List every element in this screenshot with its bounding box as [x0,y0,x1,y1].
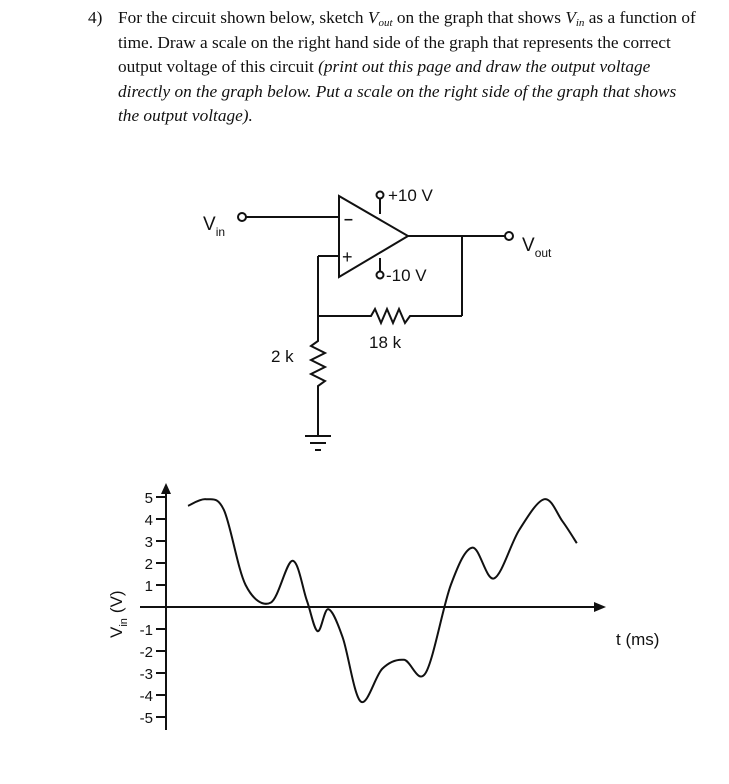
vout-symbol: $V_{out}$ [367,8,393,29]
vin-series-line [188,499,577,702]
y-ticks [140,490,166,727]
x-axis-label: t (ms) [616,630,660,649]
x-axis-arrow [594,602,606,612]
pos-supply-label: +10 V [388,186,433,205]
inverting-sign: – [344,211,353,228]
y-tick-label: 1 [144,578,153,595]
y-tick-label: 2 [144,556,153,573]
y-axis-label: $V_{in}(V)$ [107,590,130,638]
neg-supply-terminal [377,272,384,279]
question-instruction: (print out this page and draw the output voltage directly on the graph below. Put a scale on the right side of the graph that shows the output voltage). [118,57,677,125]
question-number: 4) [88,8,103,27]
y-tick-label: -2 [139,644,153,661]
y-tick-label: -1 [139,622,153,639]
ground-resistor-label: 2 k [271,347,294,366]
y-tick-label: 5 [144,490,153,507]
noninverting-sign: + [342,247,353,267]
y-tick-label: -5 [139,710,153,727]
neg-supply-label: -10 V [386,266,427,285]
vout-label: $V_{out}$ [522,235,552,260]
feedback-resistor [366,309,416,323]
circuit-diagram [238,192,513,451]
y-tick-label: -4 [139,688,153,705]
y-tick-label: -3 [139,666,153,683]
vin-terminal [238,213,246,221]
vin-symbol: $V_{in}$ [565,8,585,29]
question-text: For the circuit shown below, sketch $V_{out}$ on the graph that shows $V_{in}$ as a function of time. Draw a scale on the right hand side of the graph that represents the correct output voltage of this circuit (print out this page and draw the output voltage directly on the graph below. Put a scale on the right side of the graph that shows the output voltage). [118,8,696,125]
vin-label: $V_{in}$ [203,214,226,239]
vout-terminal [505,232,513,240]
y-axis-arrow [161,483,171,494]
vin-graph [107,483,659,730]
feedback-resistor-label: 18 k [369,333,402,352]
y-tick-label: 4 [144,512,153,529]
ground-resistor [311,336,325,388]
y-tick-label: 3 [144,534,153,551]
pos-supply-terminal [377,192,384,199]
